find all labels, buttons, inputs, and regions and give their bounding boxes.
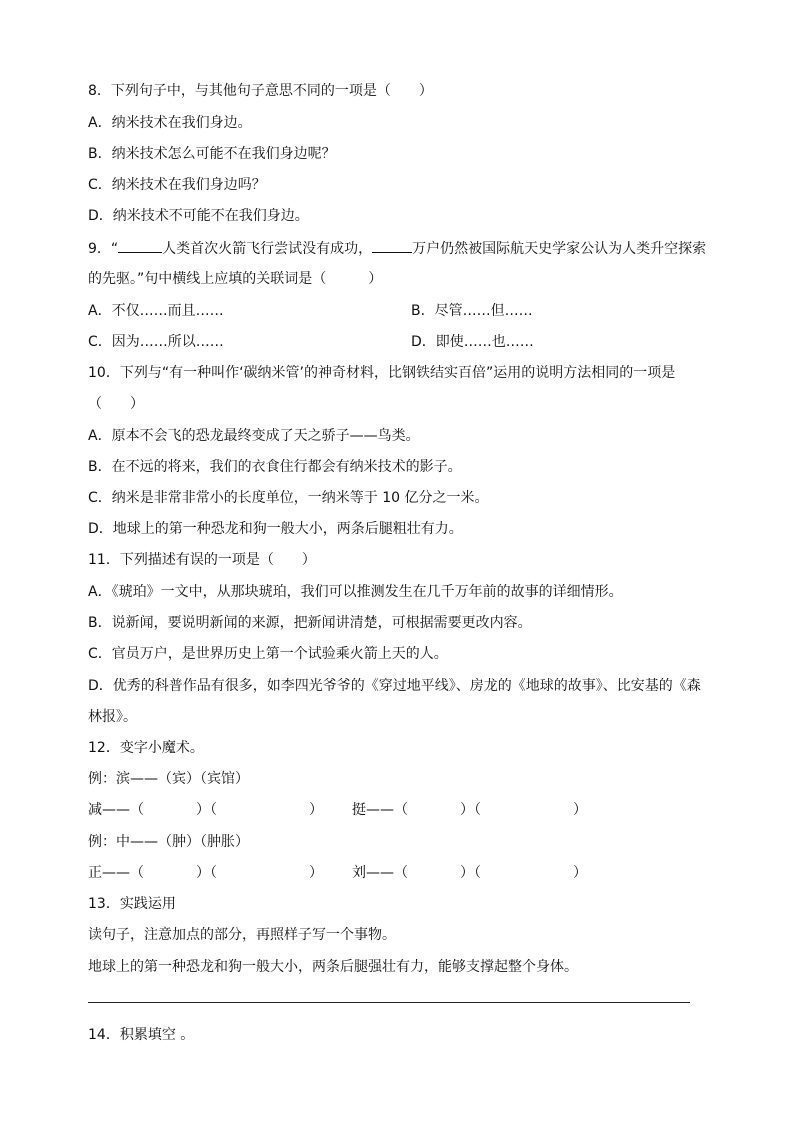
q10-stem-line2: （ ） [88,396,144,412]
q12-stem: 12．变字小魔术。 [88,740,204,756]
q12-row2-right-end: ） [573,865,587,881]
q12-example-2: 例：中——（肿）（肿胀） [88,834,249,850]
q9-stem-part3: 万户仍然被国际航天史学家公认为人类升空探索 [412,241,707,257]
q12-row1-right [352,800,587,820]
q9-option-b: B．尽管……但…… [411,303,533,319]
q13-sentence: 地球上的第一种恐龙和狗一般大小，两条后腿强壮有力，能够支撑起整个身体。 [88,959,578,975]
q10-option-d: D．地球上的第一种恐龙和狗一般大小，两条后腿粗壮有力。 [88,521,463,537]
q8-option-d: D．纳米技术不可能不在我们身边。 [88,208,309,224]
q9-stem-line2: 的先驱。”句中横线上应填的关联词是（ ） [88,271,383,287]
q8-stem: 8．下列句子中，与其他句子意思不同的一项是（ ） [88,83,433,99]
q13-answer-line[interactable] [88,1002,690,1003]
q9-stem [88,238,706,259]
q12-row1-left [88,800,323,820]
q12-row2-left-char: 正——（ [88,865,144,881]
q13-stem: 13．实践运用 [88,896,176,912]
q11-option-b: B．说新闻，要说明新闻的来源，把新闻讲清楚，可根据需要更改内容。 [88,615,532,631]
q12-row1-right-char: 挺——（ [352,802,408,818]
q12-row2-right-mid: ）（ [460,865,481,881]
q9-blank-1[interactable] [118,238,162,253]
q12-row2-left-end: ） [309,865,323,881]
q8-option-a: A．纳米技术在我们身边。 [88,115,252,131]
q12-example-1: 例：滨——（宾）（宾馆） [88,771,249,787]
q11-option-d-cont: 林报》。 [88,709,137,725]
q12-row1-left-mid: ）（ [196,802,217,818]
q9-stem-part1: 9．“ [88,241,119,257]
q8-option-c: C．纳米技术在我们身边吗？ [88,177,266,193]
q13-instruction: 读句子，注意加点的部分，再照样子写一个事物。 [88,927,396,943]
q9-option-d: D．即使……也…… [411,334,534,350]
q10-stem: 10．下列与“有一种叫作‘碳纳米管’的神奇材料，比钢铁结实百倍”运用的说明方法相同的一项是 [88,365,676,381]
q9-stem-part2: 人类首次火箭飞行尝试没有成功， [162,241,373,257]
q10-option-a: A．原本不会飞的恐龙最终变成了天之骄子——鸟类。 [88,428,420,444]
q9-option-a: A．不仅……而且…… [88,303,224,319]
q10-option-c: C．纳米是非常非常小的长度单位，一纳米等于 10 亿分之一米。 [88,490,489,506]
q11-stem: 11．下列描述有误的一项是（ ） [88,552,316,568]
q12-row1-right-end: ） [573,802,587,818]
q12-row2-left-mid: ）（ [196,865,217,881]
q11-option-a: A．《琥珀》一文中，从那块琥珀，我们可以推测发生在几千万年前的故事的详细情形。 [88,584,623,600]
q10-option-b: B．在不远的将来，我们的衣食住行都会有纳米技术的影子。 [88,459,462,475]
q8-option-b: B．纳米技术怎么可能不在我们身边呢？ [88,146,336,162]
q12-row1-left-char: 减——（ [88,802,144,818]
q12-row2-right-char: 刘——（ [352,865,408,881]
q11-option-d: D．优秀的科普作品有很多，如李四光爷爷的《穿过地平线》、房龙的《地球的故事》、比安基的《森 [88,678,701,694]
q9-blank-2[interactable] [372,238,412,253]
q9-option-c: C．因为……所以…… [88,334,224,350]
q12-row1-right-mid: ）（ [460,802,481,818]
q11-option-c: C．官员万户，是世界历史上第一个试验乘火箭上天的人。 [88,646,448,662]
q12-row1-left-end: ） [309,802,323,818]
q12-row2-left [88,863,323,883]
q14-stem: 14．积累填空 。 [88,1027,195,1043]
q12-row2-right [352,863,587,883]
